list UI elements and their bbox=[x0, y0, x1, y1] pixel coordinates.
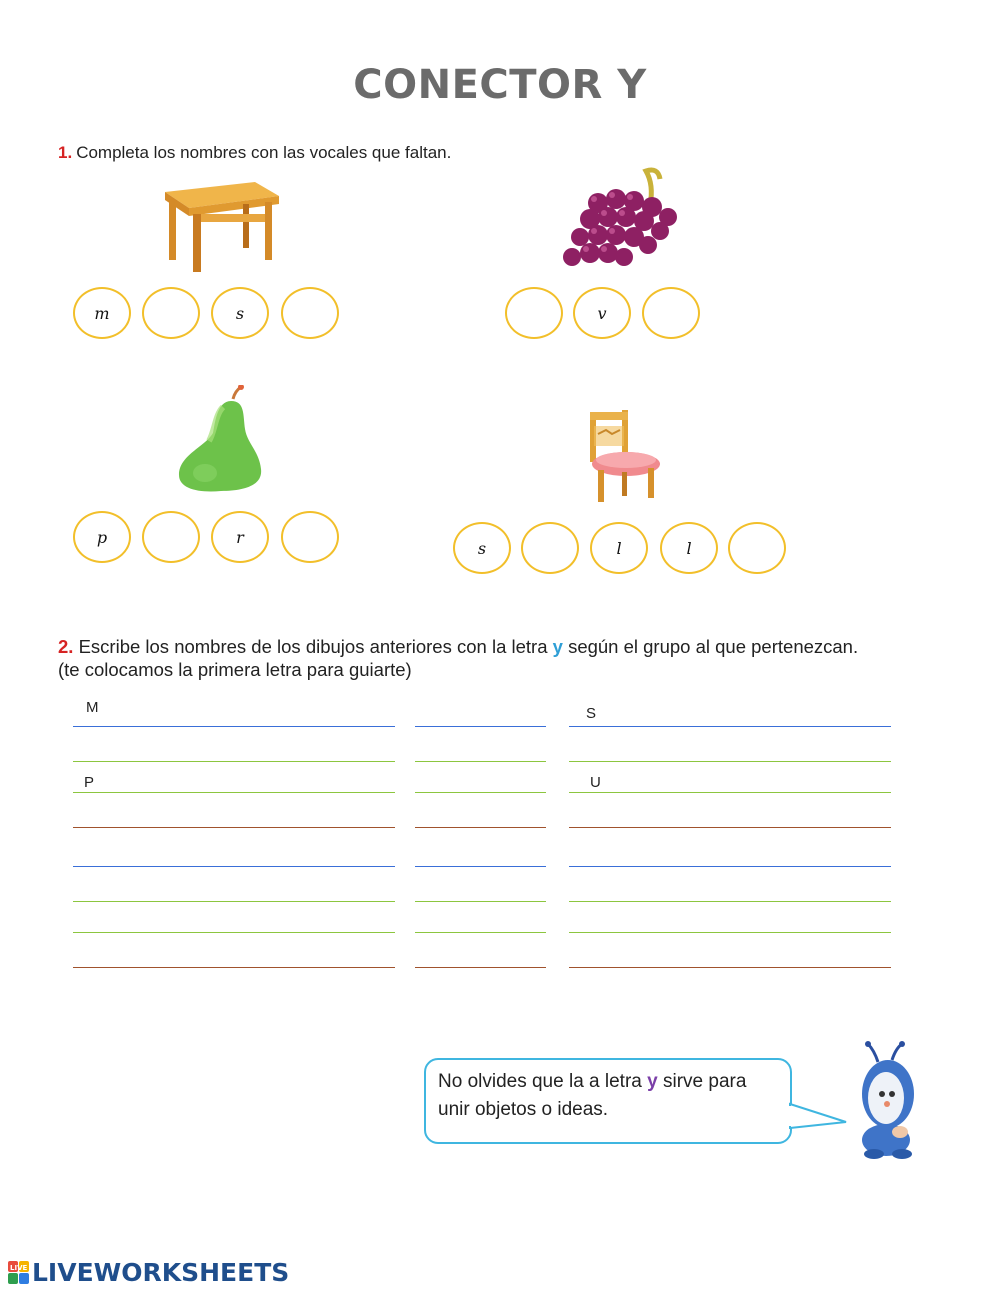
letter-box[interactable]: s bbox=[453, 522, 511, 574]
writing-line[interactable] bbox=[415, 792, 546, 793]
writing-line[interactable] bbox=[569, 761, 891, 762]
writing-line[interactable] bbox=[73, 932, 395, 933]
bubble-tail bbox=[788, 1098, 850, 1138]
exercise-1-instruction bbox=[58, 143, 451, 163]
writing-line[interactable] bbox=[415, 726, 546, 727]
writing-line[interactable] bbox=[569, 866, 891, 867]
logo-letters: LIVE bbox=[10, 1263, 28, 1272]
writing-line[interactable] bbox=[415, 967, 546, 968]
writing-line[interactable] bbox=[415, 761, 546, 762]
tip-text: No olvides que la a letra bbox=[438, 1071, 642, 1092]
pear-image bbox=[175, 385, 267, 495]
letter-box[interactable] bbox=[728, 522, 786, 574]
writing-line[interactable] bbox=[415, 932, 546, 933]
exercise-1-number: 1. bbox=[58, 143, 73, 162]
writing-line[interactable] bbox=[415, 901, 546, 902]
letter-box[interactable]: p bbox=[73, 511, 131, 563]
letter-box[interactable]: m bbox=[73, 287, 131, 339]
writing-line[interactable] bbox=[569, 967, 891, 968]
highlight-letter-y: y bbox=[552, 636, 563, 657]
exercise-2-text-end: según el grupo al que pertenezcan. bbox=[568, 636, 859, 657]
first-letter-u: U bbox=[590, 774, 601, 791]
writing-line[interactable] bbox=[415, 827, 546, 828]
writing-line[interactable] bbox=[73, 827, 395, 828]
page-title: CONECTOR Y bbox=[353, 62, 647, 108]
letter-box[interactable] bbox=[281, 287, 339, 339]
writing-line[interactable] bbox=[569, 827, 891, 828]
first-letter-s: S bbox=[586, 705, 597, 722]
exercise-2-hint: (te colocamos la primera letra para guiarte) bbox=[58, 659, 412, 680]
first-letter-p: P bbox=[84, 774, 95, 791]
liveworksheets-logo[interactable] bbox=[8, 1258, 289, 1287]
letter-box[interactable]: s bbox=[211, 287, 269, 339]
exercise-1-text: Completa los nombres con las vocales que faltan. bbox=[76, 143, 452, 162]
letter-box[interactable]: l bbox=[590, 522, 648, 574]
writing-line[interactable] bbox=[73, 726, 395, 727]
tip-text-line2: unir objetos o ideas. bbox=[438, 1099, 609, 1120]
tip-speech-bubble bbox=[424, 1058, 792, 1144]
letter-box[interactable] bbox=[142, 511, 200, 563]
grapes-image bbox=[558, 165, 688, 277]
writing-line[interactable] bbox=[569, 792, 891, 793]
liveworksheets-logo-icon bbox=[8, 1261, 30, 1285]
letter-box[interactable]: v bbox=[573, 287, 631, 339]
letter-box[interactable] bbox=[281, 511, 339, 563]
table-image bbox=[155, 178, 283, 276]
tip-text-end: sirve para bbox=[662, 1071, 747, 1092]
letter-box[interactable] bbox=[642, 287, 700, 339]
letter-box[interactable] bbox=[521, 522, 579, 574]
exercise-2-text: Escribe los nombres de los dibujos anteriores con la letra bbox=[78, 636, 548, 657]
writing-line[interactable] bbox=[569, 932, 891, 933]
chair-image bbox=[582, 408, 662, 504]
mascot-character bbox=[852, 1040, 924, 1162]
exercise-2-instruction bbox=[58, 635, 958, 681]
writing-line[interactable] bbox=[73, 792, 395, 793]
tip-highlight-y: y bbox=[647, 1071, 658, 1092]
writing-line[interactable] bbox=[415, 866, 546, 867]
writing-line[interactable] bbox=[73, 967, 395, 968]
writing-line[interactable] bbox=[73, 761, 395, 762]
first-letter-m: M bbox=[86, 699, 99, 716]
letter-box[interactable] bbox=[505, 287, 563, 339]
writing-line[interactable] bbox=[73, 866, 395, 867]
writing-line[interactable] bbox=[569, 901, 891, 902]
liveworksheets-brand: LIVEWORKSHEETS bbox=[32, 1258, 290, 1287]
writing-line[interactable] bbox=[569, 726, 891, 727]
letter-box[interactable]: r bbox=[211, 511, 269, 563]
letter-box[interactable]: l bbox=[660, 522, 718, 574]
exercise-2-number: 2. bbox=[58, 636, 74, 657]
letter-box[interactable] bbox=[142, 287, 200, 339]
writing-line[interactable] bbox=[73, 901, 395, 902]
